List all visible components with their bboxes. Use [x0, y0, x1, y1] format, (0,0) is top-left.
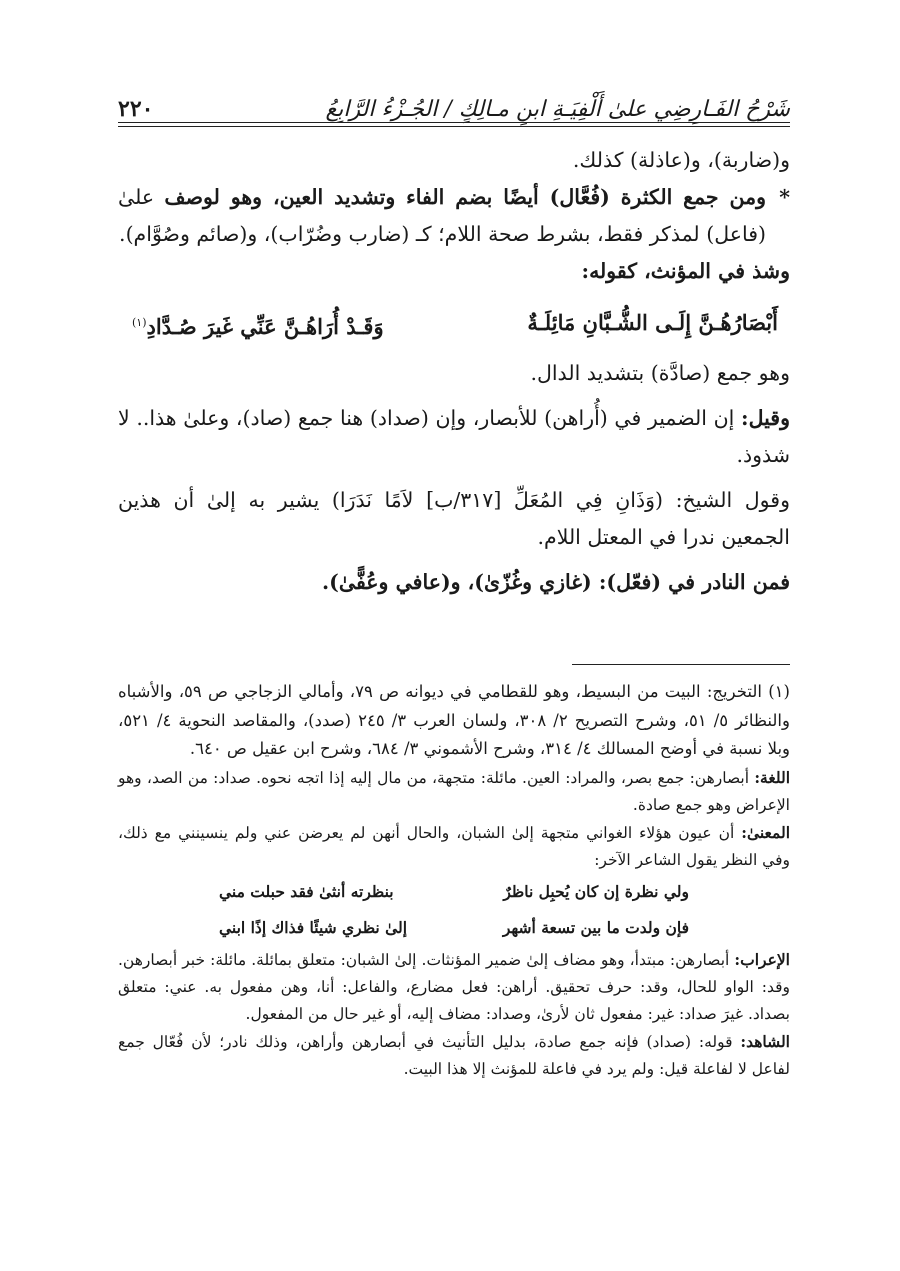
- shadh-line: وشذ في المؤنث، كقوله:: [581, 259, 790, 283]
- bullet-rest: علىٰ (فاعل) لمذكر فقط، بشرط صحة اللام؛ كـ (ضارب وضُرّاب)، و(صائم وصُوَّام).: [118, 185, 766, 246]
- footnote-shahid: [118, 1028, 790, 1083]
- poem-2-first: فإن ولدت ما بين تسعة أشهر: [502, 917, 689, 937]
- qil-text: إن الضمير في (أُراهن) للأبصار، وإن (صداد) هنا جمع (صاد)، وعلىٰ هذا.. لا شذوذ.: [118, 406, 790, 467]
- poetry-verse: [118, 290, 790, 355]
- header-rule: [118, 122, 790, 123]
- mana-label: المعنىٰ:: [741, 822, 791, 842]
- lugha-label: اللغة:: [754, 767, 790, 787]
- shahid-label: الشاهد:: [740, 1031, 790, 1051]
- plural-line: وهو جمع (صادَّة) بتشديد الدال.: [530, 361, 790, 385]
- footnote-poem-line-1: [118, 874, 790, 910]
- poem-1-second: بنظرته أنثىٰ فقد حبلت مني: [219, 881, 394, 901]
- shaykh-paragraph: وقول الشيخ: (وَذَانِ فِي المُعَلِّ [٣١٧/ب] لاَمًا نَدَرَا) يشير به إلىٰ أن هذين الجمعين ندرا في المعتل اللام.: [118, 488, 790, 549]
- footnote-mana: [118, 819, 790, 874]
- qil-lead: وقيل:: [741, 406, 790, 430]
- poem-1-first: ولي نظرة إن كان يُحبِل ناظرٌ: [503, 881, 689, 901]
- asterisk-icon: *: [779, 185, 790, 209]
- running-header: [118, 70, 790, 126]
- shahid-text: قوله: (صداد) فإنه جمع صادة، بدليل التأنيث في أبصارهن وأراهن، وذلك نادر؛ لأن فُعّال جمع لفاعل لا لفاعلة قيل: ولم يرد في فاعلة للمؤنث إلا هذا البيت.: [118, 1032, 790, 1078]
- lugha-text: أبصارهن: جمع بصر، والمراد: العين. مائلة: متجهة، من مال إليه إذا اتجه نحوه. صداد: من الصد، وهو الإعراض وهو جمع صادة.: [118, 768, 790, 814]
- page-number: ٢٢٠: [118, 96, 154, 122]
- header-rule-secondary: [118, 126, 790, 127]
- footnote-lugha: [118, 764, 790, 819]
- mana-text: أن عيون هؤلاء الغواني متجهة إلىٰ الشبان، والحال أنهن لم يعرضن عني ولم ينسينني مع ذلك، وفي النظر يقول الشاعر الآخر:: [118, 823, 790, 869]
- nadir-line: فمن النادر في (فعّل): (غازي وغُزّىٰ)، و(عافي وعُفًّىٰ).: [322, 570, 790, 594]
- header-title: شَرْحُ الفَـارِضِي علىٰ أَلْفِيَـةِ ابنِ مـالِكٍ / الجُـزْءُ الرَّابِعُ: [325, 97, 790, 122]
- footnote-irab: [118, 946, 790, 1028]
- footnote-poem-line-2: [118, 910, 790, 946]
- qil-paragraph: [118, 400, 790, 474]
- irab-text: أبصارهن: مبتدأ، وهو مضاف إلىٰ ضمير المؤنثات. إلىٰ الشبان: متعلق بمائلة. مائلة: خبر أبصارهن. وقد: الواو للحال، وقد: حرف تحقيق. أراهن: فعل مضارع، والفاعل: أنا، وهن مفعول به. عني: متعلق بصداد. غيرَ صداد: غير: مفعول ثان لأرىٰ، وصداد: مضاف إليه، أو غير حال من المفعول.: [118, 950, 790, 1023]
- footnotes: [118, 678, 790, 1083]
- verse-second-hemistich: وَقَـدْ أُرَاهُـنَّ عَنِّي غَيرَ صُـدَّادِ$^{(١)}$: [132, 314, 384, 339]
- bullet-paragraph: [118, 179, 790, 253]
- book-page: [118, 0, 790, 1271]
- paragraph-line1: و(ضاربة)، و(عاذلة) كذلك.: [572, 148, 790, 172]
- main-text: [118, 142, 790, 601]
- irab-label: الإعراب:: [734, 949, 790, 969]
- bullet-lead: ومن جمع الكثرة (فُعَّال) أيضًا بضم الفاء وتشديد العين، وهو لوصف: [164, 185, 766, 209]
- verse-first-hemistich: أَبْصَارُهُـنَّ إِلَـى الشُّـبَّانِ مَائِلَـةٌ: [527, 310, 778, 335]
- footnote-takhrij: (١) التخريج: البيت من البسيط، وهو للقطامي في ديوانه ص ٧٩، وأمالي الزجاجي ص ٥٩، والأشباه والنظائر ٥/ ٥١، وشرح التصريح ٢/ ٣٠٨، ولسان العرب ٣/ ٢٤٥ (صدد)، والمقاصد النحوية ٤/ ٥٢١، وبلا نسبة في أوضح المسالك ٤/ ٣١٤، وشرح الأشموني ٣/ ٦٨٤، وشرح ابن عقيل ص ٦٤٠.: [118, 682, 790, 758]
- poem-2-second: إلىٰ نظري شيئًا فذاك إذًا ابني: [219, 917, 408, 937]
- footnote-marker: (١): [132, 316, 147, 329]
- footnote-rule: [572, 664, 790, 665]
